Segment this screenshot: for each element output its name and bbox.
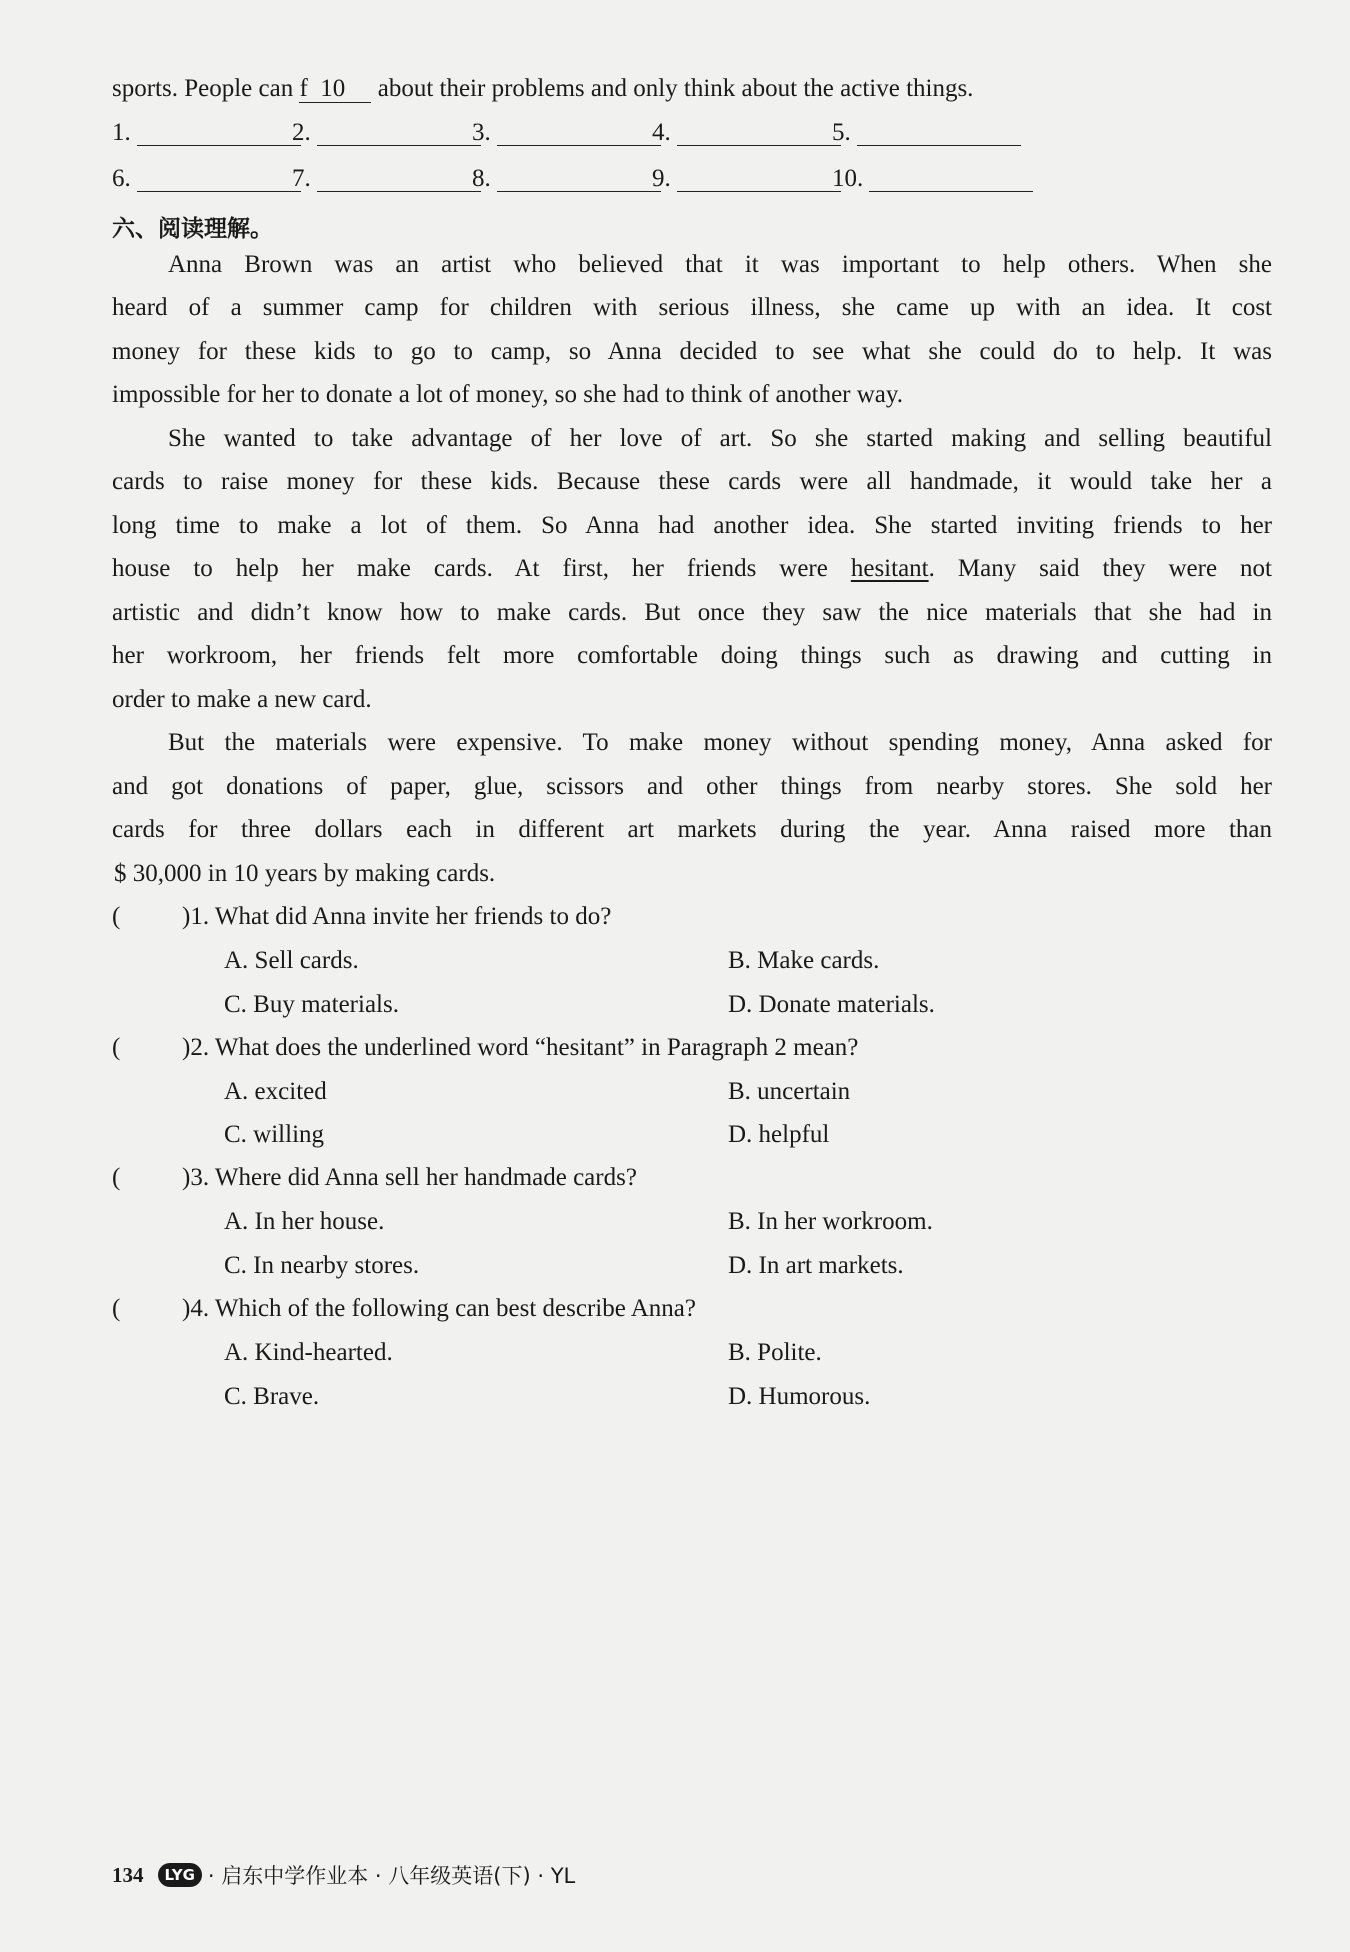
option-d: D. In art markets. [728,1252,904,1279]
blank-label: 4. [652,119,671,146]
section-title: 六、阅读理解。 [112,216,273,242]
blank-letter: f [299,75,308,102]
passage-line: long time to make a lot of them. So Anna had another idea. She started inviting friends to her [112,512,1272,539]
passage-line: and got donations of paper, glue, scissors and other things from nearby stores. She sold her [112,773,1272,800]
answer-blank[interactable] [292,118,481,148]
option-c: C. willing [224,1121,325,1148]
answer-blank[interactable] [472,118,661,148]
text-segment: sports. People can [112,75,300,102]
answer-blank[interactable] [832,118,1021,148]
passage-line: her workroom, her friends felt more comfortable doing things such as drawing and cutting in [112,642,1272,669]
question-2 [112,1033,1272,1063]
publisher-logo: LYG [158,1863,202,1887]
question-1 [112,902,1272,932]
underlined-word: hesitant [850,555,929,582]
option-d: D. Donate materials. [728,991,935,1018]
blank-label: 2. [292,119,311,146]
blank-line [857,119,1021,146]
blank-line [497,119,661,146]
passage-line: heard of a summer camp for children with serious illness, she came up with an idea. It cost [112,294,1272,321]
blank-label: 8. [472,165,491,192]
passage-line: cards for three dollars each in different art markets during the year. Anna raised more than [112,816,1272,843]
option-a: A. Sell cards. [224,947,359,974]
passage-line: cards to raise money for these kids. Because these cards were all handmade, it would take her a [112,468,1272,495]
blank-line [317,165,481,192]
blank-label: 5. [832,119,851,146]
question-3 [112,1163,1272,1193]
blank-line [137,119,301,146]
passage-line: artistic and didn’t know how to make cards. But once they saw the nice materials that she had in [112,599,1272,626]
answer-blank[interactable] [472,164,661,194]
blank-line [869,165,1033,192]
passage-line-hesitant [112,554,1272,584]
passage-last-line [112,74,1272,104]
option-a: A. Kind-hearted. [224,1339,393,1366]
option-b: B. Make cards. [728,947,880,974]
answer-paren[interactable]: ( [112,1164,121,1191]
question-stem: )1. What did Anna invite her friends to do? [182,903,612,930]
passage-line: $ 30,000 in 10 years by making cards. [114,860,496,887]
question-4 [112,1294,1272,1324]
answer-paren[interactable]: ( [112,903,121,930]
blank-number: 10 [320,75,346,102]
option-c: C. Brave. [224,1383,320,1410]
answer-blank[interactable] [652,118,841,148]
blank-10 [299,76,371,103]
option-d: D. Humorous. [728,1383,871,1410]
answer-blank[interactable] [112,118,301,148]
option-a: A. In her house. [224,1208,385,1235]
passage-line: order to make a new card. [112,686,372,713]
option-b: B. uncertain [728,1078,851,1105]
blank-label: 7. [292,165,311,192]
blank-line [317,119,481,146]
passage-line: But the materials were expensive. To make money without spending money, Anna asked for [168,729,1272,756]
blank-label: 9. [652,165,671,192]
option-c: C. In nearby stores. [224,1252,420,1279]
answer-blank[interactable] [112,164,301,194]
option-a: A. excited [224,1078,327,1105]
blank-line [137,165,301,192]
passage-line: Anna Brown was an artist who believed that it was important to help others. When she [168,251,1272,278]
option-b: B. Polite. [728,1339,822,1366]
page-number: 134 [112,1862,144,1887]
question-stem: )3. Where did Anna sell her handmade cards? [182,1164,637,1191]
blank-line [497,165,661,192]
option-b: B. In her workroom. [728,1208,933,1235]
passage-line: She wanted to take advantage of her love of art. So she started making and selling beautiful [168,425,1272,452]
answer-paren[interactable]: ( [112,1295,121,1322]
blank-label: 3. [472,119,491,146]
blank-label: 6. [112,165,131,192]
answer-blank[interactable] [832,164,1033,194]
question-stem: )2. What does the underlined word “hesitant” in Paragraph 2 mean? [182,1034,859,1061]
blank-label: 10. [832,165,864,192]
question-stem: )4. Which of the following can best describe Anna? [182,1295,696,1322]
passage-line: impossible for her to donate a lot of money, so she had to think of another way. [112,381,904,408]
page-footer [112,1860,575,1890]
option-d: D. helpful [728,1121,830,1148]
text-segment: . Many said they were not [928,555,1272,582]
blank-line [677,165,841,192]
answer-blank[interactable] [292,164,481,194]
blank-label: 1. [112,119,131,146]
passage-line: money for these kids to go to camp, so Anna decided to see what she could do to help. It was [112,338,1272,365]
text-segment: house to help her make cards. At first, her friends were [112,555,851,582]
book-title: · 启东中学作业本 · 八年级英语(下) · YL [207,1864,576,1888]
answer-paren[interactable]: ( [112,1034,121,1061]
answer-blank[interactable] [652,164,841,194]
blank-line [677,119,841,146]
text-segment: about their problems and only think about the active things. [371,75,974,102]
option-c: C. Buy materials. [224,991,399,1018]
